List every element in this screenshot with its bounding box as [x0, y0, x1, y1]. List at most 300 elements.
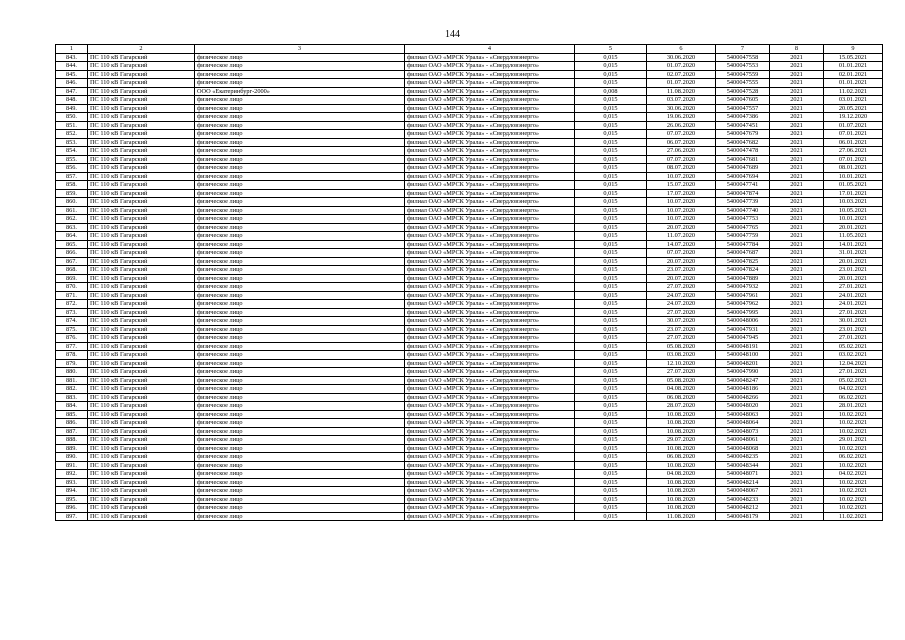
page-number: 144 — [445, 29, 460, 40]
contract-number-cell: 5400047557 — [716, 104, 770, 113]
substation-cell: ПС 110 кВ Гагарский — [88, 274, 195, 283]
row-number-cell: 897. — [56, 512, 88, 521]
year-cell: 2021 — [770, 393, 824, 402]
table-row — [56, 87, 883, 96]
contract-number-cell: 5400048233 — [716, 495, 770, 504]
year-cell: 2021 — [770, 317, 824, 326]
deadline-cell: 23.01.2021 — [824, 325, 883, 334]
year-cell: 2021 — [770, 487, 824, 496]
deadline-cell: 24.01.2021 — [824, 291, 883, 300]
deadline-cell: 01.05.2021 — [824, 181, 883, 190]
row-number-cell: 863. — [56, 223, 88, 232]
application-date-cell: 01.07.2020 — [647, 62, 716, 71]
application-date-cell: 10.08.2020 — [647, 419, 716, 428]
year-cell: 2021 — [770, 436, 824, 445]
table-row — [56, 147, 883, 156]
capacity-cell: 0,015 — [575, 147, 647, 156]
substation-cell: ПС 110 кВ Гагарский — [88, 291, 195, 300]
contract-number-cell: 5400047478 — [716, 147, 770, 156]
year-cell: 2021 — [770, 283, 824, 292]
deadline-cell: 28.01.2021 — [824, 402, 883, 411]
year-cell: 2021 — [770, 359, 824, 368]
application-date-cell: 20.07.2020 — [647, 274, 716, 283]
table-row — [56, 487, 883, 496]
year-cell: 2021 — [770, 461, 824, 470]
table-row — [56, 181, 883, 190]
deadline-cell: 08.01.2021 — [824, 164, 883, 173]
table-row — [56, 308, 883, 317]
deadline-cell: 10.02.2021 — [824, 495, 883, 504]
deadline-cell: 17.01.2021 — [824, 189, 883, 198]
deadline-cell: 10.05.2021 — [824, 206, 883, 215]
contract-number-cell: 5400047687 — [716, 249, 770, 258]
deadline-cell: 03.02.2021 — [824, 351, 883, 360]
column-header: 6 — [647, 45, 716, 54]
substation-cell: ПС 110 кВ Гагарский — [88, 53, 195, 62]
substation-cell: ПС 110 кВ Гагарский — [88, 223, 195, 232]
table-row — [56, 368, 883, 377]
contract-number-cell: 5400047739 — [716, 198, 770, 207]
application-date-cell: 10.07.2020 — [647, 206, 716, 215]
applicant-cell: физическое лицо — [195, 121, 405, 130]
applicant-cell: физическое лицо — [195, 410, 405, 419]
capacity-cell: 0,015 — [575, 240, 647, 249]
deadline-cell: 04.02.2021 — [824, 385, 883, 394]
contract-number-cell: 5400047784 — [716, 240, 770, 249]
contract-number-cell: 5400048071 — [716, 470, 770, 479]
deadline-cell: 30.01.2021 — [824, 317, 883, 326]
capacity-cell: 0,015 — [575, 461, 647, 470]
year-cell: 2021 — [770, 342, 824, 351]
year-cell: 2021 — [770, 164, 824, 173]
grid-organization-cell: филиал ОАО «МРСК Урала» - «Свердловэнерго» — [405, 79, 575, 88]
application-date-cell: 02.07.2020 — [647, 70, 716, 79]
row-number-cell: 848. — [56, 96, 88, 105]
contract-number-cell: 5400047694 — [716, 172, 770, 181]
grid-organization-cell: филиал ОАО «МРСК Урала» - «Свердловэнерго» — [405, 113, 575, 122]
row-number-cell: 861. — [56, 206, 88, 215]
applicant-cell: физическое лицо — [195, 70, 405, 79]
table-row — [56, 215, 883, 224]
applicant-cell: физическое лицо — [195, 257, 405, 266]
year-cell: 2021 — [770, 232, 824, 241]
substation-cell: ПС 110 кВ Гагарский — [88, 351, 195, 360]
row-number-cell: 872. — [56, 300, 88, 309]
application-date-cell: 10.08.2020 — [647, 427, 716, 436]
row-number-cell: 875. — [56, 325, 88, 334]
row-number-cell: 862. — [56, 215, 88, 224]
grid-organization-cell: филиал ОАО «МРСК Урала» - «Свердловэнерго» — [405, 512, 575, 521]
year-cell: 2021 — [770, 351, 824, 360]
applicant-cell: физическое лицо — [195, 249, 405, 258]
deadline-cell: 05.02.2021 — [824, 342, 883, 351]
row-number-cell: 879. — [56, 359, 88, 368]
application-date-cell: 03.08.2020 — [647, 351, 716, 360]
contract-number-cell: 5400048063 — [716, 410, 770, 419]
row-number-cell: 860. — [56, 198, 88, 207]
table-row — [56, 62, 883, 71]
year-cell: 2021 — [770, 79, 824, 88]
grid-organization-cell: филиал ОАО «МРСК Урала» - «Свердловэнерго» — [405, 444, 575, 453]
row-number-cell: 864. — [56, 232, 88, 241]
capacity-cell: 0,015 — [575, 470, 647, 479]
applicant-cell: физическое лицо — [195, 198, 405, 207]
substation-cell: ПС 110 кВ Гагарский — [88, 495, 195, 504]
application-date-cell: 30.06.2020 — [647, 104, 716, 113]
table-row — [56, 351, 883, 360]
application-date-cell: 01.07.2020 — [647, 79, 716, 88]
applicant-cell: физическое лицо — [195, 325, 405, 334]
row-number-cell: 854. — [56, 147, 88, 156]
application-date-cell: 11.08.2020 — [647, 512, 716, 521]
grid-organization-cell: филиал ОАО «МРСК Урала» - «Свердловэнерго» — [405, 393, 575, 402]
applicant-cell: физическое лицо — [195, 291, 405, 300]
table-row — [56, 376, 883, 385]
row-number-cell: 843. — [56, 53, 88, 62]
deadline-cell: 23.01.2021 — [824, 266, 883, 275]
row-number-cell: 851. — [56, 121, 88, 130]
year-cell: 2021 — [770, 410, 824, 419]
row-number-cell: 876. — [56, 334, 88, 343]
grid-organization-cell: филиал ОАО «МРСК Урала» - «Свердловэнерго» — [405, 138, 575, 147]
contract-number-cell: 5400048186 — [716, 385, 770, 394]
applicant-cell: физическое лицо — [195, 300, 405, 309]
contract-number-cell: 5400047451 — [716, 121, 770, 130]
deadline-cell: 10.02.2021 — [824, 478, 883, 487]
table-row — [56, 393, 883, 402]
table-row — [56, 113, 883, 122]
applicant-cell: физическое лицо — [195, 79, 405, 88]
row-number-cell: 871. — [56, 291, 88, 300]
substation-cell: ПС 110 кВ Гагарский — [88, 368, 195, 377]
year-cell: 2021 — [770, 215, 824, 224]
deadline-cell: 20.01.2021 — [824, 223, 883, 232]
capacity-cell: 0,015 — [575, 478, 647, 487]
substation-cell: ПС 110 кВ Гагарский — [88, 155, 195, 164]
year-cell: 2021 — [770, 334, 824, 343]
table-row — [56, 385, 883, 394]
table-row — [56, 283, 883, 292]
table-row — [56, 70, 883, 79]
column-header: 2 — [88, 45, 195, 54]
year-cell: 2021 — [770, 495, 824, 504]
capacity-cell: 0,015 — [575, 189, 647, 198]
application-date-cell: 06.08.2020 — [647, 393, 716, 402]
substation-cell: ПС 110 кВ Гагарский — [88, 96, 195, 105]
year-cell: 2021 — [770, 419, 824, 428]
grid-organization-cell: филиал ОАО «МРСК Урала» - «Свердловэнерго» — [405, 62, 575, 71]
substation-cell: ПС 110 кВ Гагарский — [88, 359, 195, 368]
deadline-cell: 10.02.2021 — [824, 427, 883, 436]
row-number-cell: 882. — [56, 385, 88, 394]
capacity-cell: 0,015 — [575, 410, 647, 419]
deadline-cell: 15.05.2021 — [824, 53, 883, 62]
row-number-cell: 847. — [56, 87, 88, 96]
table-body — [56, 53, 883, 521]
grid-organization-cell: филиал ОАО «МРСК Урала» - «Свердловэнерго» — [405, 206, 575, 215]
capacity-cell: 0,015 — [575, 121, 647, 130]
substation-cell: ПС 110 кВ Гагарский — [88, 317, 195, 326]
deadline-cell: 10.02.2021 — [824, 410, 883, 419]
substation-cell: ПС 110 кВ Гагарский — [88, 470, 195, 479]
applicant-cell: физическое лицо — [195, 478, 405, 487]
applicant-cell: физическое лицо — [195, 444, 405, 453]
applicant-cell: физическое лицо — [195, 147, 405, 156]
application-date-cell: 20.07.2020 — [647, 223, 716, 232]
row-number-cell: 874. — [56, 317, 88, 326]
deadline-cell: 27.01.2021 — [824, 283, 883, 292]
application-date-cell: 05.08.2020 — [647, 376, 716, 385]
contract-number-cell: 5400047553 — [716, 62, 770, 71]
capacity-cell: 0,015 — [575, 368, 647, 377]
grid-organization-cell: филиал ОАО «МРСК Урала» - «Свердловэнерго» — [405, 164, 575, 173]
capacity-cell: 0,015 — [575, 495, 647, 504]
applicant-cell: физическое лицо — [195, 385, 405, 394]
application-date-cell: 26.06.2020 — [647, 121, 716, 130]
contract-number-cell: 5400048006 — [716, 317, 770, 326]
capacity-cell: 0,015 — [575, 512, 647, 521]
capacity-cell: 0,015 — [575, 215, 647, 224]
grid-organization-cell: филиал ОАО «МРСК Урала» - «Свердловэнерго» — [405, 181, 575, 190]
capacity-cell: 0,015 — [575, 393, 647, 402]
year-cell: 2021 — [770, 104, 824, 113]
table-row — [56, 206, 883, 215]
table-row — [56, 240, 883, 249]
row-number-cell: 868. — [56, 266, 88, 275]
application-date-cell: 04.08.2020 — [647, 385, 716, 394]
capacity-cell: 0,015 — [575, 325, 647, 334]
year-cell: 2021 — [770, 206, 824, 215]
year-cell: 2021 — [770, 257, 824, 266]
table-row — [56, 453, 883, 462]
application-date-cell: 10.08.2020 — [647, 504, 716, 513]
substation-cell: ПС 110 кВ Гагарский — [88, 130, 195, 139]
grid-organization-cell: филиал ОАО «МРСК Урала» - «Свердловэнерго» — [405, 155, 575, 164]
application-date-cell: 10.07.2020 — [647, 215, 716, 224]
table-row — [56, 300, 883, 309]
deadline-cell: 10.02.2021 — [824, 444, 883, 453]
table-row — [56, 164, 883, 173]
application-date-cell: 11.08.2020 — [647, 87, 716, 96]
capacity-cell: 0,015 — [575, 113, 647, 122]
column-header: 4 — [405, 45, 575, 54]
year-cell: 2021 — [770, 444, 824, 453]
applicant-cell: физическое лицо — [195, 232, 405, 241]
table-row — [56, 53, 883, 62]
applicant-cell: физическое лицо — [195, 512, 405, 521]
contract-number-cell: 5400047889 — [716, 274, 770, 283]
contract-number-cell: 5400047931 — [716, 325, 770, 334]
substation-cell: ПС 110 кВ Гагарский — [88, 79, 195, 88]
capacity-cell: 0,015 — [575, 53, 647, 62]
application-date-cell: 19.06.2020 — [647, 113, 716, 122]
applicant-cell: физическое лицо — [195, 436, 405, 445]
capacity-cell: 0,015 — [575, 198, 647, 207]
substation-cell: ПС 110 кВ Гагарский — [88, 453, 195, 462]
contract-number-cell: 5400047679 — [716, 130, 770, 139]
applicant-cell: физическое лицо — [195, 181, 405, 190]
capacity-cell: 0,015 — [575, 96, 647, 105]
grid-organization-cell: филиал ОАО «МРСК Урала» - «Свердловэнерго» — [405, 172, 575, 181]
registry-table — [55, 44, 883, 521]
application-date-cell: 12.10.2020 — [647, 359, 716, 368]
application-date-cell: 10.08.2020 — [647, 444, 716, 453]
capacity-cell: 0,015 — [575, 376, 647, 385]
substation-cell: ПС 110 кВ Гагарский — [88, 461, 195, 470]
applicant-cell: физическое лицо — [195, 487, 405, 496]
applicant-cell: физическое лицо — [195, 223, 405, 232]
contract-number-cell: 5400047759 — [716, 232, 770, 241]
column-header: 8 — [770, 45, 824, 54]
application-date-cell: 10.08.2020 — [647, 495, 716, 504]
application-date-cell: 20.07.2020 — [647, 257, 716, 266]
substation-cell: ПС 110 кВ Гагарский — [88, 266, 195, 275]
row-number-cell: 855. — [56, 155, 88, 164]
contract-number-cell: 5400048214 — [716, 478, 770, 487]
table-row — [56, 317, 883, 326]
year-cell: 2021 — [770, 402, 824, 411]
table-row — [56, 495, 883, 504]
capacity-cell: 0,015 — [575, 342, 647, 351]
substation-cell: ПС 110 кВ Гагарский — [88, 410, 195, 419]
table-row — [56, 121, 883, 130]
deadline-cell: 01.07.2021 — [824, 121, 883, 130]
contract-number-cell: 5400047689 — [716, 164, 770, 173]
grid-organization-cell: филиал ОАО «МРСК Урала» - «Свердловэнерго» — [405, 334, 575, 343]
row-number-cell: 869. — [56, 274, 88, 283]
grid-organization-cell: филиал ОАО «МРСК Урала» - «Свердловэнерго» — [405, 70, 575, 79]
row-number-cell: 883. — [56, 393, 88, 402]
year-cell: 2021 — [770, 478, 824, 487]
application-date-cell: 11.07.2020 — [647, 232, 716, 241]
deadline-cell: 03.01.2021 — [824, 96, 883, 105]
row-number-cell: 884. — [56, 402, 88, 411]
applicant-cell: физическое лицо — [195, 419, 405, 428]
grid-organization-cell: филиал ОАО «МРСК Урала» - «Свердловэнерго» — [405, 325, 575, 334]
substation-cell: ПС 110 кВ Гагарский — [88, 121, 195, 130]
table-row — [56, 138, 883, 147]
applicant-cell: физическое лицо — [195, 240, 405, 249]
deadline-cell: 05.02.2021 — [824, 376, 883, 385]
row-number-cell: 896. — [56, 504, 88, 513]
capacity-cell: 0,015 — [575, 453, 647, 462]
grid-organization-cell: филиал ОАО «МРСК Урала» - «Свердловэнерго» — [405, 402, 575, 411]
year-cell: 2021 — [770, 308, 824, 317]
contract-number-cell: 5400048068 — [716, 444, 770, 453]
table-row — [56, 402, 883, 411]
row-number-cell: 852. — [56, 130, 88, 139]
table-row — [56, 198, 883, 207]
capacity-cell: 0,015 — [575, 257, 647, 266]
substation-cell: ПС 110 кВ Гагарский — [88, 342, 195, 351]
substation-cell: ПС 110 кВ Гагарский — [88, 138, 195, 147]
row-number-cell: 880. — [56, 368, 88, 377]
table-row — [56, 104, 883, 113]
applicant-cell: физическое лицо — [195, 172, 405, 181]
contract-number-cell: 5400048201 — [716, 359, 770, 368]
table-row — [56, 410, 883, 419]
contract-number-cell: 5400048064 — [716, 419, 770, 428]
grid-organization-cell: филиал ОАО «МРСК Урала» - «Свердловэнерго» — [405, 300, 575, 309]
year-cell: 2021 — [770, 274, 824, 283]
row-number-cell: 846. — [56, 79, 88, 88]
deadline-cell: 10.03.2021 — [824, 198, 883, 207]
row-number-cell: 866. — [56, 249, 88, 258]
capacity-cell: 0,015 — [575, 308, 647, 317]
table-row — [56, 436, 883, 445]
substation-cell: ПС 110 кВ Гагарский — [88, 376, 195, 385]
grid-organization-cell: филиал ОАО «МРСК Урала» - «Свердловэнерго» — [405, 359, 575, 368]
deadline-cell: 10.02.2021 — [824, 461, 883, 470]
deadline-cell: 29.01.2021 — [824, 436, 883, 445]
grid-organization-cell: филиал ОАО «МРСК Урала» - «Свердловэнерго» — [405, 121, 575, 130]
year-cell: 2021 — [770, 198, 824, 207]
grid-organization-cell: филиал ОАО «МРСК Урала» - «Свердловэнерго» — [405, 189, 575, 198]
deadline-cell: 11.02.2021 — [824, 512, 883, 521]
row-number-cell: 885. — [56, 410, 88, 419]
row-number-cell: 867. — [56, 257, 88, 266]
table-row — [56, 96, 883, 105]
deadline-cell: 14.01.2021 — [824, 240, 883, 249]
applicant-cell: физическое лицо — [195, 308, 405, 317]
application-date-cell: 27.07.2020 — [647, 308, 716, 317]
application-date-cell: 10.08.2020 — [647, 461, 716, 470]
applicant-cell: физическое лицо — [195, 351, 405, 360]
column-header: 5 — [575, 45, 647, 54]
row-number-cell: 857. — [56, 172, 88, 181]
application-date-cell: 30.06.2020 — [647, 53, 716, 62]
deadline-cell: 27.01.2021 — [824, 308, 883, 317]
grid-organization-cell: филиал ОАО «МРСК Урала» - «Свердловэнерго» — [405, 368, 575, 377]
deadline-cell: 27.01.2021 — [824, 334, 883, 343]
grid-organization-cell: филиал ОАО «МРСК Урала» - «Свердловэнерго» — [405, 266, 575, 275]
year-cell: 2021 — [770, 376, 824, 385]
capacity-cell: 0,015 — [575, 504, 647, 513]
applicant-cell: физическое лицо — [195, 283, 405, 292]
row-number-cell: 890. — [56, 453, 88, 462]
table-row — [56, 325, 883, 334]
application-date-cell: 24.07.2020 — [647, 291, 716, 300]
contract-number-cell: 5400047753 — [716, 215, 770, 224]
applicant-cell: физическое лицо — [195, 334, 405, 343]
row-number-cell: 878. — [56, 351, 88, 360]
contract-number-cell: 5400047559 — [716, 70, 770, 79]
row-number-cell: 895. — [56, 495, 88, 504]
application-date-cell: 15.07.2020 — [647, 181, 716, 190]
substation-cell: ПС 110 кВ Гагарский — [88, 215, 195, 224]
applicant-cell: физическое лицо — [195, 189, 405, 198]
deadline-cell: 06.01.2021 — [824, 138, 883, 147]
year-cell: 2021 — [770, 291, 824, 300]
application-date-cell: 10.08.2020 — [647, 410, 716, 419]
deadline-cell: 31.01.2021 — [824, 249, 883, 258]
application-date-cell: 27.06.2020 — [647, 147, 716, 156]
table-row — [56, 232, 883, 241]
row-number-cell: 856. — [56, 164, 88, 173]
substation-cell: ПС 110 кВ Гагарский — [88, 487, 195, 496]
table-row — [56, 334, 883, 343]
substation-cell: ПС 110 кВ Гагарский — [88, 504, 195, 513]
row-number-cell: 844. — [56, 62, 88, 71]
deadline-cell: 02.01.2021 — [824, 70, 883, 79]
deadline-cell: 11.02.2021 — [824, 87, 883, 96]
deadline-cell: 01.01.2021 — [824, 79, 883, 88]
year-cell: 2021 — [770, 368, 824, 377]
applicant-cell: физическое лицо — [195, 317, 405, 326]
substation-cell: ПС 110 кВ Гагарский — [88, 300, 195, 309]
contract-number-cell: 5400047740 — [716, 206, 770, 215]
applicant-cell: физическое лицо — [195, 359, 405, 368]
